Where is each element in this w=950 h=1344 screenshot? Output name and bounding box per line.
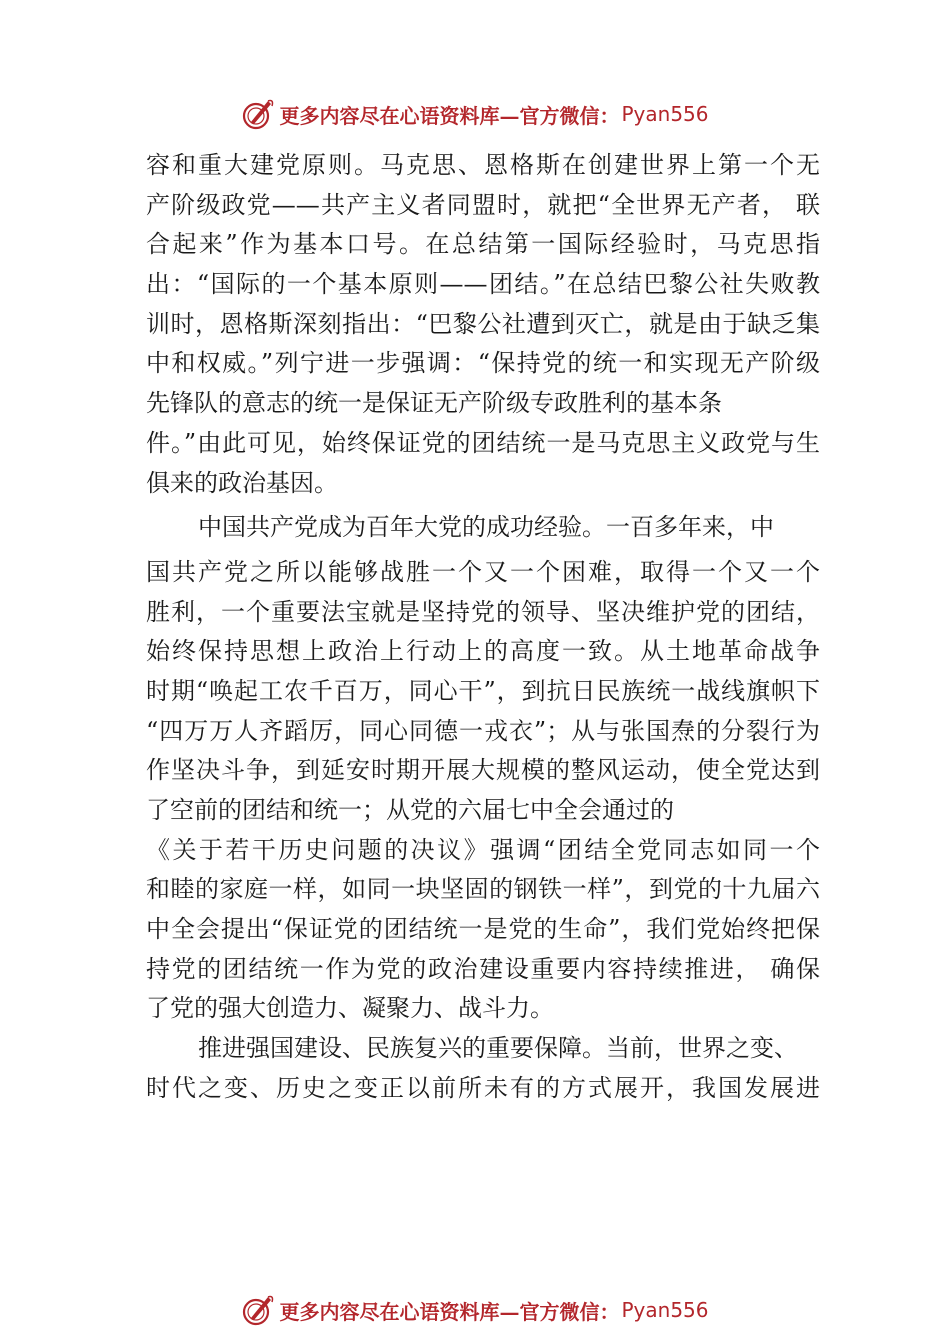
text-line: 中全会提出“保证党的团结统一是党的生命”，我们党始终把保 (146, 915, 820, 944)
text-line: 了空前的团结和统一；从党的六届七中全会通过的 (146, 796, 674, 824)
watermark-wechat-id: Pyan556 (621, 102, 709, 126)
footer-watermark (0, 1288, 950, 1332)
text-line: 俱来的政治基因。 (146, 468, 338, 497)
watermark-text: 更多内容尽在心语资料库—官方微信： (279, 1299, 620, 1324)
text-line: 出：“国际的一个基本原则——团结。”在总结巴黎公社失败教 (146, 270, 820, 299)
header-watermark (0, 92, 950, 136)
watermark-text: 更多内容尽在心语资料库—官方微信： (279, 103, 620, 128)
text-line: 了党的强大创造力、凝聚力、战斗力。 (146, 994, 554, 1023)
text-line: 件。”由此可见，始终保证党的团结统一是马克思主义政党与生 (146, 428, 820, 457)
text-line: 国共产党之所以能够战胜一个又一个困难，取得一个又一个 (146, 557, 820, 586)
text-line: 始终保持思想上政治上行动上的高度一致。从土地革命战争 (146, 637, 820, 666)
quill-seal-icon (241, 1293, 275, 1327)
quill-seal-icon (241, 97, 275, 131)
text-line: 时代之变、历史之变正以前所未有的方式展开，我国发展进 (146, 1073, 820, 1102)
text-line: 训时，恩格斯深刻指出：“巴黎公社遭到灭亡，就是由于缺乏集 (146, 309, 820, 338)
text-line: 时期“唤起工农千百万，同心干”，到抗日民族统一战线旗帜下 (146, 676, 820, 705)
text-line: 产阶级政党——共产主义者同盟时，就把“全世界无产者， 联 (146, 190, 820, 219)
paragraph-heading-line: 中国共产党成为百年大党的成功经验。一百多年来，中 (198, 513, 774, 542)
text-line: 先锋队的意志的统一是保证无产阶级专政胜利的基本条 (146, 389, 722, 418)
text-line: 合起来”作为基本口号。在总结第一国际经验时，马克思指 (146, 230, 820, 259)
watermark-wechat-id: Pyan556 (621, 1298, 709, 1322)
text-line: 作坚决斗争，到延安时期开展大规模的整风运动，使全党达到 (146, 756, 820, 785)
document-body (146, 146, 820, 1109)
text-line: 胜利，一个重要法宝就是坚持党的领导、坚决维护党的团结， (146, 597, 820, 626)
text-line: 容和重大建党原则。马克思、恩格斯在创建世界上第一个无 (146, 151, 820, 179)
text-line: “四万万人齐蹈厉，同心同德一戎衣”；从与张国焘的分裂行为 (146, 716, 820, 745)
text-line: 中和权威。”列宁进一步强调：“保持党的统一和实现无产阶级 (146, 349, 820, 378)
text-line: 《关于若干历史问题的决议》强调“团结全党同志如同一个 (146, 835, 820, 864)
paragraph-heading-line: 推进强国建设、民族复兴的重要保障。当前，世界之变、 (198, 1034, 798, 1063)
text-line: 和睦的家庭一样，如同一块坚固的钢铁一样”，到党的十九届六 (146, 875, 820, 904)
text-line: 持党的团结统一作为党的政治建设重要内容持续推进， 确保 (146, 954, 820, 983)
